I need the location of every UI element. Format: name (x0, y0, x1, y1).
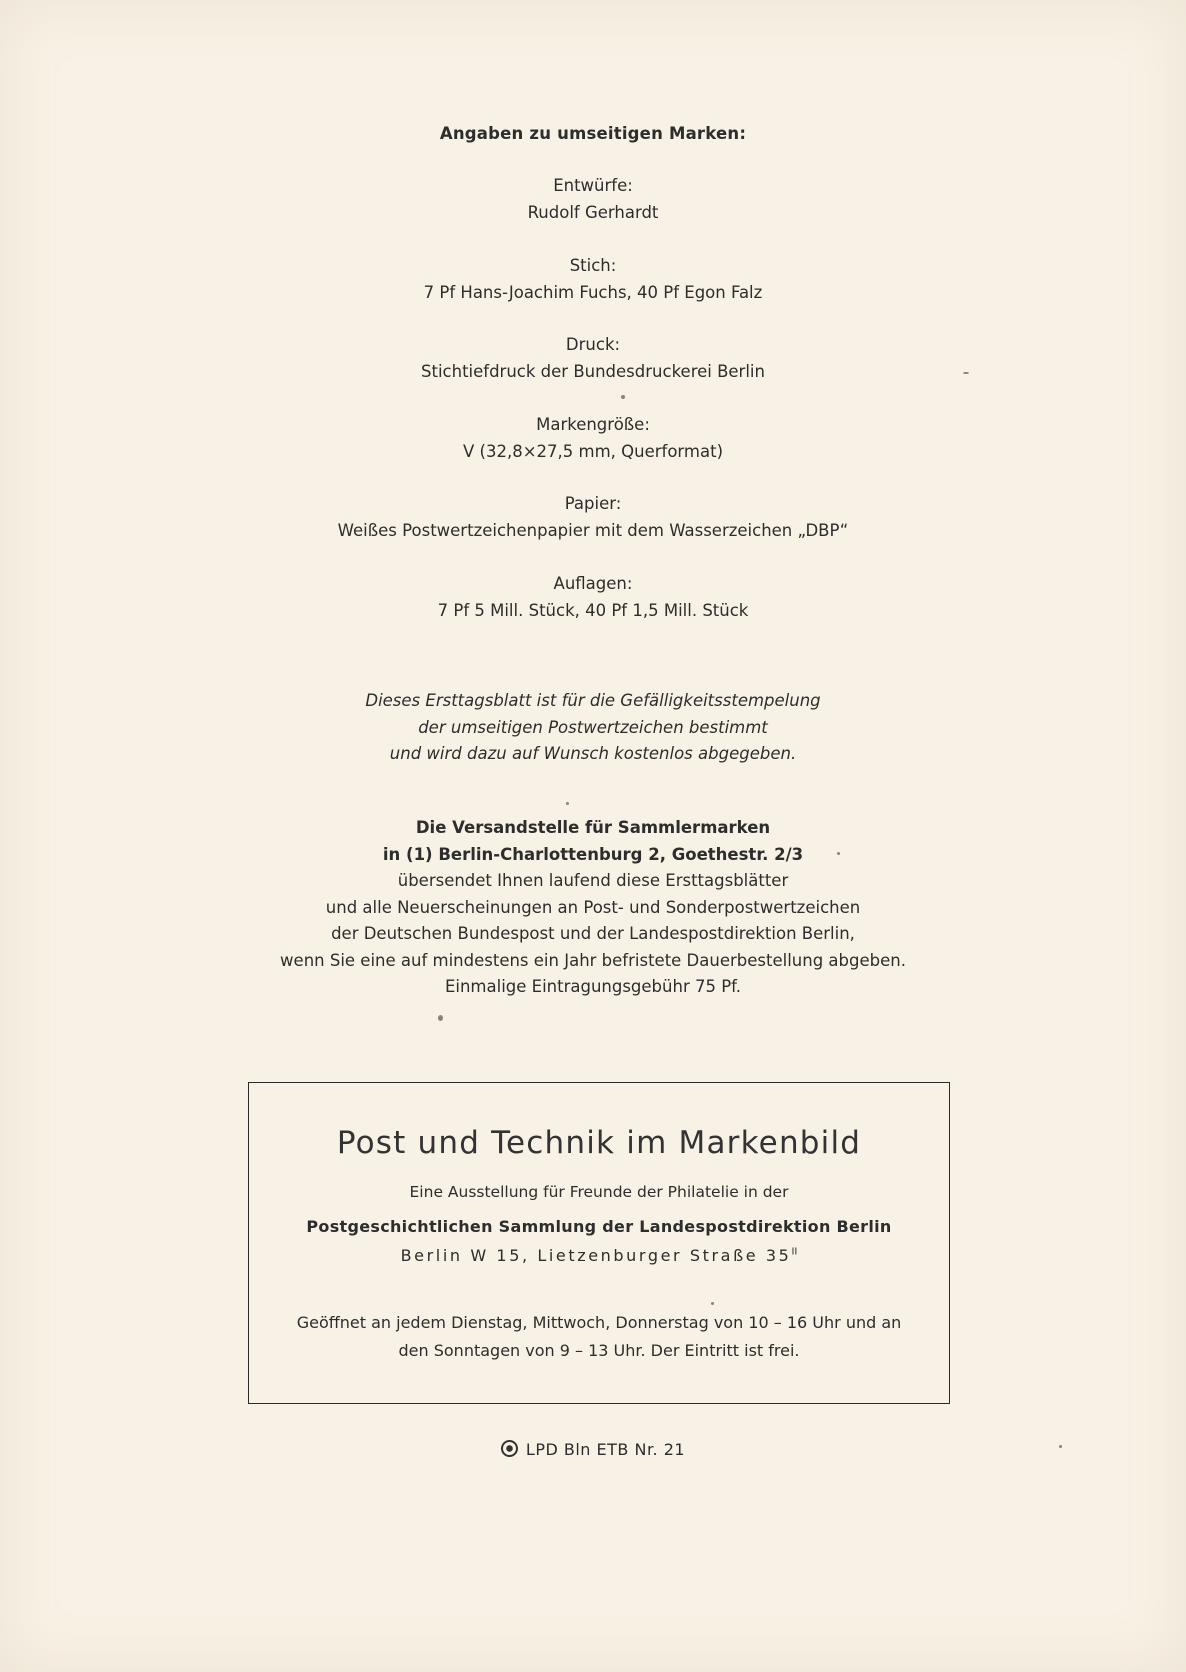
spec-value: 7 Pf Hans-Joachim Fuchs, 40 Pf Egon Falz (423, 283, 763, 302)
paper-speck (711, 1302, 714, 1305)
paper-speck (621, 395, 625, 399)
exhibition-floor: II (791, 1246, 798, 1258)
spec-label: Entwürfe: (553, 176, 633, 195)
notice-line: der umseitigen Postwertzeichen bestimmt (418, 717, 768, 737)
spec-value: 7 Pf 5 Mill. Stück, 40 Pf 1,5 Mill. Stück (437, 601, 749, 620)
dispatch-line: der Deutschen Bundespost und der Landespostdirektion Berlin, (331, 924, 855, 943)
exhibition-street: Berlin W 15, Lietzenburger Straße 35 (400, 1246, 792, 1265)
footer-text: LPD Bln ETB Nr. 21 (525, 1440, 686, 1459)
first-day-notice (0, 688, 1186, 768)
paper-speck (963, 372, 969, 374)
dispatch-office-name: Die Versandstelle für Sammlermarken (415, 818, 771, 837)
spec-value: Weißes Postwertzeichenpapier mit dem Wasserzeichen „DBP“ (337, 521, 849, 540)
spec-label: Papier: (564, 494, 622, 513)
spec-label: Markengröße: (536, 415, 650, 434)
dispatch-office-address: in (1) Berlin-Charlottenburg 2, Goethestr. 2/3 (382, 844, 804, 864)
paper-speck (1059, 1445, 1062, 1448)
spec-label: Stich: (569, 256, 617, 275)
paper-speck (837, 852, 840, 855)
paper-speck (438, 1015, 443, 1021)
notice-line: Dieses Ersttagsblatt ist für die Gefälligkeitsstempelung (365, 691, 821, 710)
dispatch-line: übersendet Ihnen laufend diese Ersttagsblätter (397, 871, 789, 890)
dispatch-line: und alle Neuerscheinungen an Post- und Sonderpostwertzeichen (325, 897, 861, 917)
paper-speck (566, 802, 569, 805)
opening-line: den Sonntagen von 9 – 13 Uhr. Der Eintritt ist frei. (398, 1341, 800, 1360)
exhibition-box (248, 1082, 950, 1404)
exhibition-address (249, 1246, 949, 1265)
spec-paper (0, 490, 1186, 544)
post-horn-seal-icon (501, 1440, 518, 1457)
spec-label: Auflagen: (553, 574, 633, 593)
spec-value: V (32,8×27,5 mm, Querformat) (462, 442, 724, 461)
spec-value: Rudolf Gerhardt (527, 203, 659, 222)
spec-stamp-size (0, 411, 1186, 465)
page-heading: Angaben zu umseitigen Marken: (439, 124, 747, 143)
spec-engraving (0, 252, 1186, 306)
spec-printing (0, 331, 1186, 385)
spec-label: Druck: (565, 335, 621, 354)
dispatch-office-info (0, 815, 1186, 1001)
spec-value: Stichtiefdruck der Bundesdruckerei Berlin (421, 362, 765, 381)
notice-line: und wird dazu auf Wunsch kostenlos abgegeben. (389, 744, 797, 763)
opening-line: Geöffnet an jedem Dienstag, Mittwoch, Donnerstag von 10 – 16 Uhr und an (296, 1313, 902, 1332)
spec-designs (0, 172, 1186, 226)
exhibition-title: Post und Technik im Markenbild (336, 1125, 862, 1161)
exhibition-opening-hours (249, 1309, 949, 1365)
registration-fee: Einmalige Eintragungsgebühr 75 Pf. (444, 977, 742, 996)
footer-reference (0, 1440, 1186, 1459)
dispatch-line: wenn Sie eine auf mindestens ein Jahr befristete Dauerbestellung abgeben. (280, 950, 906, 970)
exhibition-organization: Postgeschichtlichen Sammlung der Landespostdirektion Berlin (306, 1217, 892, 1236)
exhibition-subtitle: Eine Ausstellung für Freunde der Philatelie in der (409, 1183, 789, 1201)
spec-print-runs (0, 570, 1186, 624)
